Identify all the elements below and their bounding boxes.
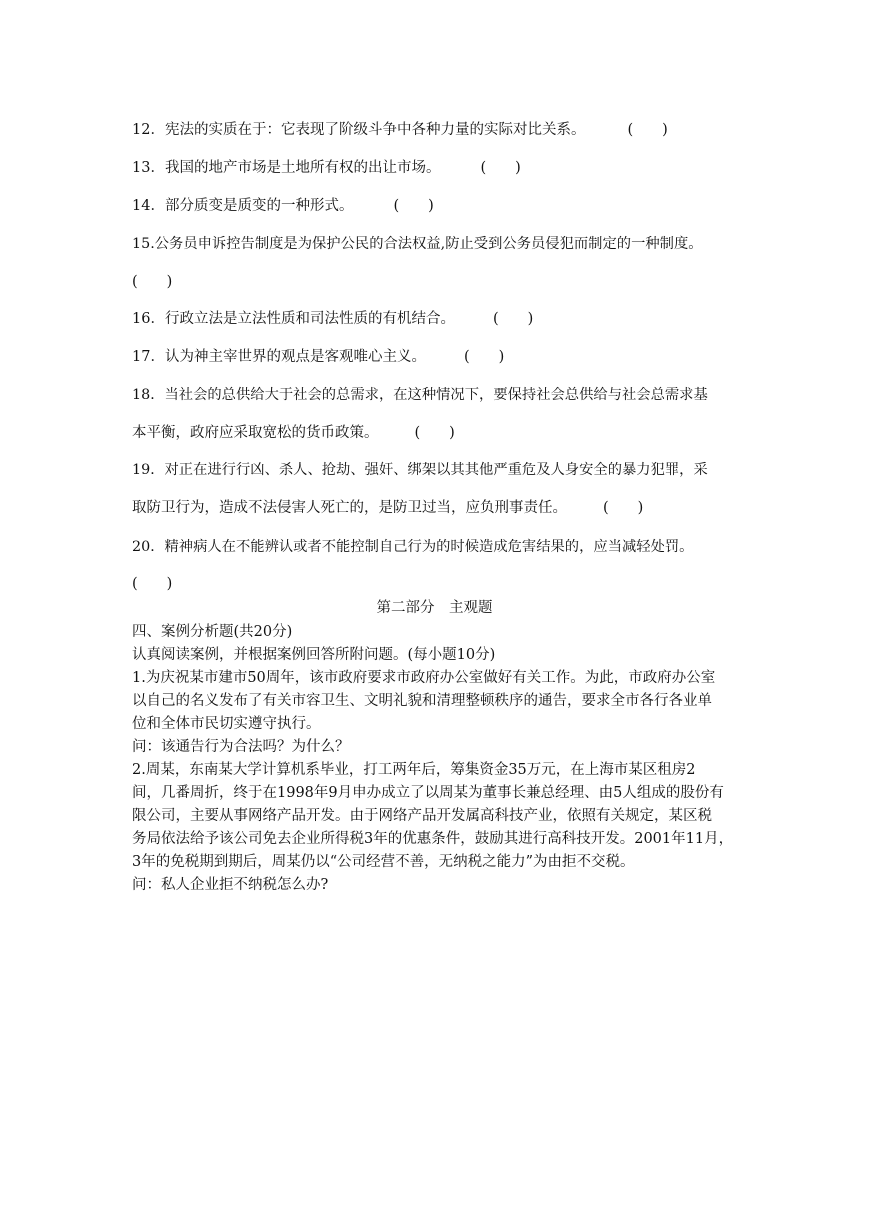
case2-line: 间，几番周折，终于在1998年9月申办成立了以周某为董事长兼总经理、由5人组成的股份有: [132, 785, 724, 801]
answer-blank: ( ): [132, 576, 173, 592]
question-15-blank-line: [132, 272, 172, 292]
case2-line: 2.周某，东南某大学计算机系毕业，打工两年后，筹集资金35万元，在上海市某区租房2: [132, 762, 696, 778]
question-text: 14．部分质变是质变的一种形式。: [132, 198, 354, 214]
question-text: 16．行政立法是立法性质和司法性质的有机结合。: [132, 311, 455, 327]
question-18-line-2: [132, 423, 455, 443]
case1-line: 以自己的名义发布了有关市容卫生、文明礼貌和清理整顿秩序的通告，要求全市各行各业单: [132, 693, 712, 709]
question-text: 15.公务员申诉控告制度是为保护公民的合法权益,防止受到公务员侵犯而制定的一种制度。: [132, 236, 703, 252]
question-text: 18．当社会的总供给大于社会的总需求，在这种情况下，要保持社会总供给与社会总需求基: [132, 387, 708, 403]
answer-blank: ( ): [627, 122, 668, 138]
part-title: 第二部分 主观题: [376, 600, 493, 616]
question-18: [132, 385, 708, 405]
question-text: 本平衡，政府应采取宽松的货币政策。: [132, 425, 379, 441]
question-13: [132, 158, 521, 178]
question-text: 19．对正在进行行凶、杀人、抢劫、强奸、绑架以其其他严重危及人身安全的暴力犯罪，采: [132, 462, 708, 478]
question-17: [132, 347, 504, 367]
answer-blank: ( ): [603, 500, 644, 516]
case1-line: 1.为庆祝某市建市50周年，该市政府要求市政府办公室做好有关工作。为此，市政府办公室: [132, 670, 716, 686]
question-14: [132, 196, 434, 216]
question-19: [132, 460, 708, 480]
answer-blank: ( ): [463, 349, 505, 365]
question-text: 17．认为神主宰世界的观点是客观唯心主义。: [132, 349, 426, 365]
case2-line: 限公司，主要从事网络产品开发。由于网络产品开发属高科技产业，依照有关规定，某区税: [132, 808, 712, 824]
case2-line: 3年的免税期到期后，周某仍以“公司经营不善，无纳税之能力”为由拒不交税。: [132, 854, 635, 870]
case1-question: 问：该通告行为合法吗？为什么？: [132, 739, 350, 755]
case1-line: 位和全体市民切实遵守执行。: [132, 716, 321, 732]
answer-blank: ( ): [492, 311, 534, 327]
instructions: 认真阅读案例，并根据案例回答所附问题。(每小题10分): [132, 647, 496, 663]
question-12: [132, 120, 668, 140]
question-text: 12．宪法的实质在于：它表现了阶级斗争中各种力量的实际对比关系。: [132, 122, 586, 138]
section-heading: 四、案例分析题(共20分): [132, 624, 293, 640]
question-16: [132, 309, 533, 329]
question-text: 13．我国的地产市场是土地所有权的出让市场。: [132, 160, 441, 176]
case2-question: 问：私人企业拒不纳税怎么办?: [132, 877, 329, 893]
answer-blank: ( ): [132, 274, 173, 290]
question-15: [132, 234, 703, 254]
answer-blank: ( ): [480, 160, 521, 176]
question-19-line-2: [132, 498, 643, 518]
question-20-blank-line: [132, 574, 172, 594]
question-text: 20．精神病人在不能辨认或者不能控制自己行为的时候造成危害结果的，应当减轻处罚。: [132, 539, 694, 555]
question-text: 取防卫行为，造成不法侵害人死亡的，是防卫过当，应负刑事责任。: [132, 500, 567, 516]
answer-blank: ( ): [393, 198, 434, 214]
question-20: [132, 537, 693, 557]
case2-line: 务局依法给予该公司免去企业所得税3年的优惠条件，鼓励其进行高科技开发。2001年11月，: [132, 831, 734, 847]
answer-blank: ( ): [414, 425, 455, 441]
